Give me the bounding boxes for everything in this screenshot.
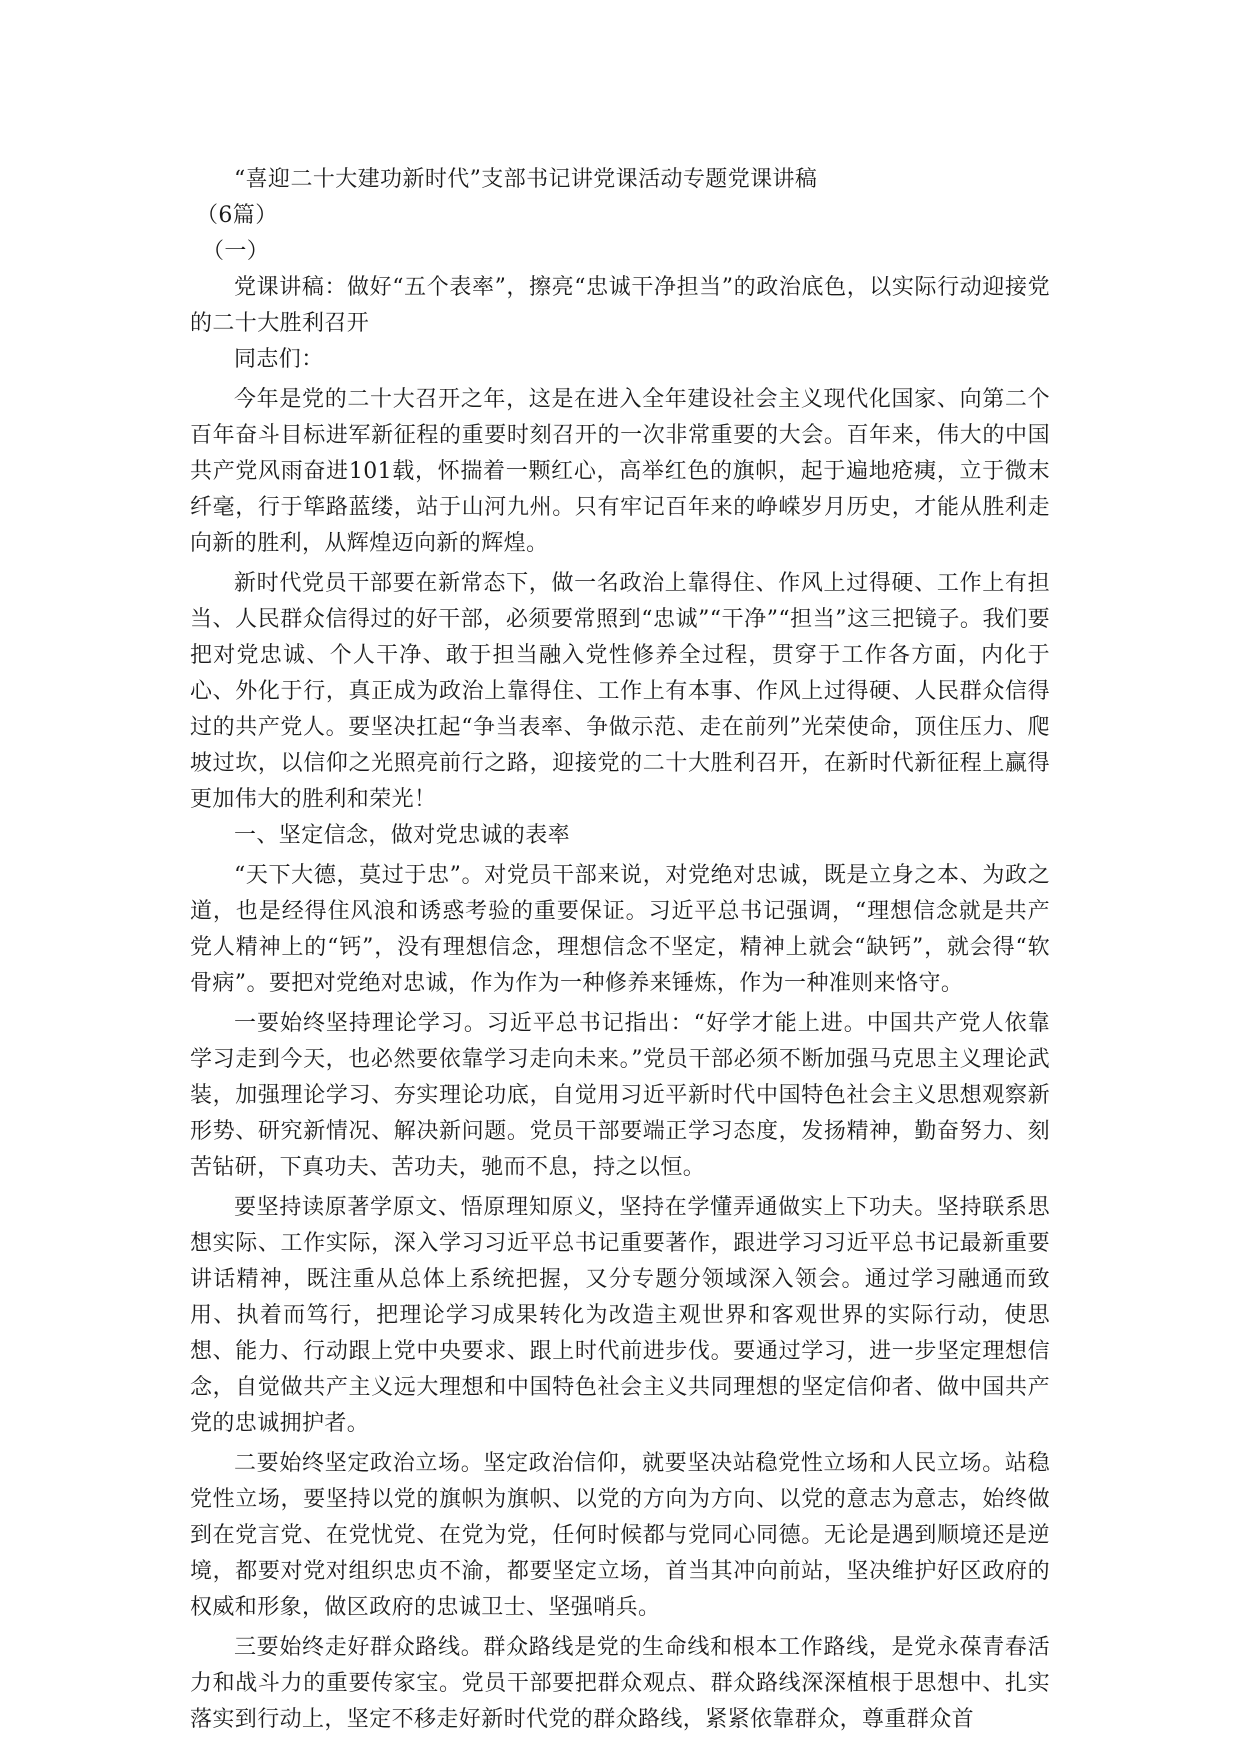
intro-paragraph-2: 新时代党员干部要在新常态下，做一名政治上靠得住、作风上过得硬、工作上有担当、人民群众信得过的好干部，必须要常照到“忠诚”“干净”“担当”这三把镜子。我们要把对党忠诚、个人干净、敢于担当融入党性修养全过程，贯穿于工作各方面，内化于心、外化于行，真正成为政治上靠得住、工作上有本事、作风上过得硬、人民群众信得过的共产党人。要坚决扛起“争当表率、争做示范、走在前列”光荣使命，顶住压力、爬坡过坎，以信仰之光照亮前行之路，迎接党的二十大胜利召开，在新时代新征程上赢得更加伟大的胜利和荣光！ bbox=[190, 571, 1050, 812]
section-one-paragraph-2: 一要始终坚持理论学习。习近平总书记指出：“好学才能上进。中国共产党人依靠学习走到今天，也必然要依靠学习走向未来。”党员干部必须不断加强马克思主义理论武装，加强理论学习、夯实理论功底，自觉用习近平新时代中国特色社会主义思想观察新形势、研究新情况、解决新问题。党员干部要端正学习态度，发扬精神，勤奋努力、刻苦钻研，下真功夫、苦功夫，驰而不息，持之以恒。 bbox=[190, 1011, 1050, 1180]
section-number: （一） bbox=[202, 239, 270, 264]
document-title: “喜迎二十大建功新时代”支部书记讲党课活动专题党课讲稿 bbox=[234, 167, 818, 192]
intro-paragraph-1: 今年是党的二十大召开之年，这是在进入全年建设社会主义现代化国家、向第二个百年奋斗目标进军新征程的重要时刻召开的一次非常重要的大会。百年来，伟大的中国共产党风雨奋进101载，怀揣着一颗红心，高举红色的旗帜，起于遍地疮痍，立于微末纤毫，行于筚路蓝缕，站于山河九州。只有牢记百年来的峥嵘岁月历史，才能从胜利走向新的胜利，从辉煌迈向新的辉煌。 bbox=[190, 387, 1050, 556]
document-count-note: （6篇） bbox=[196, 203, 278, 228]
section-one-heading: 一、坚定信念，做对党忠诚的表率 bbox=[234, 823, 571, 848]
section-one-paragraph-1: “天下大德，莫过于忠”。对党员干部来说，对党绝对忠诚，既是立身之本、为政之道，也是经得住风浪和诱惑考验的重要保证。习近平总书记强调，“理想信念就是共产党人精神上的“钙”，没有理想信念，理想信念不坚定，精神上就会“缺钙”，就会得“软骨病”。要把对党绝对忠诚，作为作为一种修养来锤炼，作为一种准则来恪守。 bbox=[190, 863, 1050, 996]
document-body bbox=[190, 162, 1050, 1738]
salutation: 同志们： bbox=[234, 347, 324, 372]
section-one-paragraph-3: 要坚持读原著学原文、悟原理知原义，坚持在学懂弄通做实上下功夫。坚持联系思想实际、工作实际，深入学习习近平总书记重要著作，跟进学习习近平总书记最新重要讲话精神，既注重从总体上系统把握，又分专题分领域深入领会。通过学习融通而致用、执着而笃行，把理论学习成果转化为改造主观世界和客观世界的实际行动，使思想、能力、行动跟上党中央要求、跟上时代前进步伐。要通过学习，进一步坚定理想信念，自觉做共产主义远大理想和中国特色社会主义共同理想的坚定信仰者、做中国共产党的忠诚拥护者。 bbox=[190, 1195, 1050, 1436]
section-one-paragraph-4: 二要始终坚定政治立场。坚定政治信仰，就要坚决站稳党性立场和人民立场。站稳党性立场，要坚持以党的旗帜为旗帜、以党的方向为方向、以党的意志为意志，始终做到在党言党、在党忧党、在党为党，任何时候都与党同心同德。无论是遇到顺境还是逆境，都要对党对组织忠贞不渝，都要坚定立场，首当其冲向前站，坚决维护好区政府的权威和形象，做区政府的忠诚卫士、坚强哨兵。 bbox=[190, 1451, 1050, 1620]
lecture-title: 党课讲稿：做好“五个表率”，擦亮“忠诚干净担当”的政治底色，以实际行动迎接党的二十大胜利召开 bbox=[190, 275, 1050, 336]
section-one-paragraph-5: 三要始终走好群众路线。群众路线是党的生命线和根本工作路线，是党永葆青春活力和战斗力的重要传家宝。党员干部要把群众观点、群众路线深深植根于思想中、扎实落实到行动上，坚定不移走好新时代党的群众路线，紧紧依靠群众，尊重群众首 bbox=[190, 1635, 1050, 1732]
